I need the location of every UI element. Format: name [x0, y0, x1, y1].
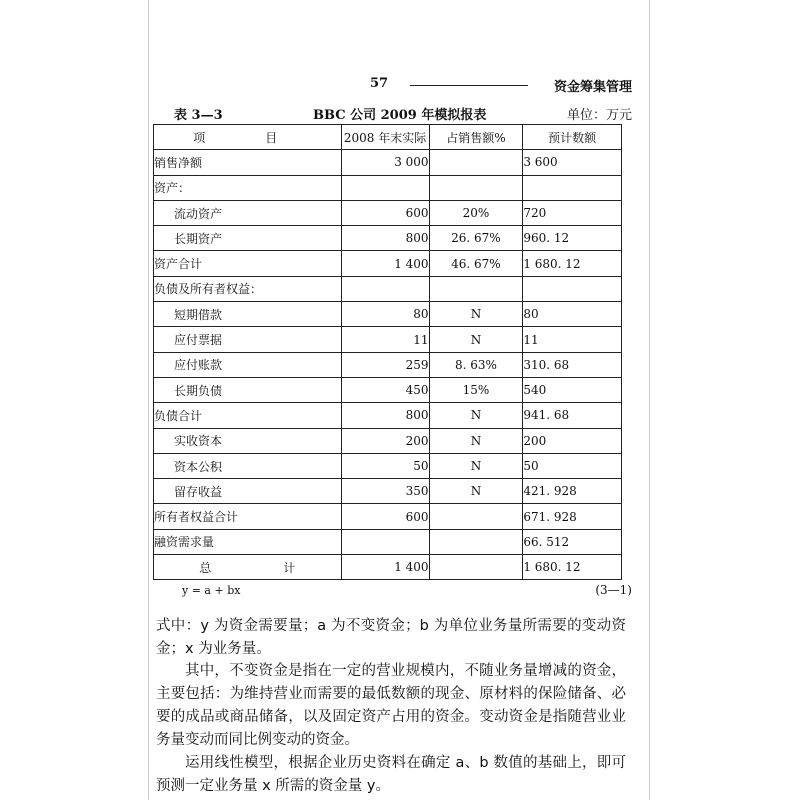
cell-pct: N [429, 479, 523, 504]
cell-actual: 50 [341, 453, 429, 478]
table-title: BBC 公司 2009 年模拟报表 [313, 108, 487, 123]
table-row [154, 276, 622, 301]
cell-actual [341, 175, 429, 200]
cell-pct: 15% [429, 377, 523, 402]
cell-projected: 80 [523, 302, 622, 327]
cell-pct [429, 504, 523, 529]
table-row [154, 529, 622, 554]
paragraph-application: 运用线性模型，根据企业历史资料在确定 a、b 数值的基础上，即可预测一定业务量 x 所需的资金量 y。 [156, 754, 626, 794]
cell-actual: 350 [341, 479, 429, 504]
row-label: 短期借款 [154, 302, 342, 327]
cell-actual: 450 [341, 377, 429, 402]
cell-projected: 66. 512 [523, 529, 622, 554]
table-caption [148, 104, 632, 122]
row-label: 应付票据 [154, 327, 342, 352]
header-sales-pct: 占销售额% [429, 125, 523, 150]
table-row [154, 226, 622, 251]
cell-projected: 540 [523, 377, 622, 402]
row-label: 所有者权益合计 [154, 504, 342, 529]
table-row [154, 251, 622, 276]
table-row [154, 352, 622, 377]
table-row [154, 302, 622, 327]
row-label: 销售净额 [154, 150, 342, 175]
row-label: 总 计 [154, 555, 342, 580]
cell-projected: 1 680. 12 [523, 251, 622, 276]
header-item: 项 目 [154, 125, 342, 150]
paragraph-explanation: 其中，不变资金是指在一定的营业规模内，不随业务量增减的资金，主要包括：为维持营业而需要的最低数额的现金、原材料的保险储备、必要的成品或商品储备，以及固定资产占用的资金。变动资金是指随营业业务量变动而同比例变动的资金。 [156, 662, 626, 748]
cell-actual: 800 [341, 226, 429, 251]
cell-actual: 80 [341, 302, 429, 327]
cell-pct [429, 175, 523, 200]
row-label: 长期资产 [154, 226, 342, 251]
cell-pct: 26. 67% [429, 226, 523, 251]
row-label: 长期负债 [154, 377, 342, 402]
cell-actual: 11 [341, 327, 429, 352]
cell-actual [341, 276, 429, 301]
cell-pct [429, 529, 523, 554]
table-row [154, 150, 622, 175]
row-label: 融资需求量 [154, 529, 342, 554]
cell-pct: 20% [429, 200, 523, 225]
cell-pct: N [429, 428, 523, 453]
paragraph-definitions: 式中：y 为资金需要量；a 为不变资金；b 为单位业务量所需要的变动资金；x 为业务量。 [156, 617, 626, 657]
cell-projected: 671. 928 [523, 504, 622, 529]
row-label: 资本公积 [154, 453, 342, 478]
cell-actual: 600 [341, 200, 429, 225]
row-label: 应付账款 [154, 352, 342, 377]
row-label: 流动资产 [154, 200, 342, 225]
table-row [154, 479, 622, 504]
cell-pct: N [429, 302, 523, 327]
row-label: 负债及所有者权益： [154, 276, 342, 301]
cell-actual: 3 000 [341, 150, 429, 175]
cell-actual: 200 [341, 428, 429, 453]
cell-projected: 960. 12 [523, 226, 622, 251]
page-number: 57 [370, 76, 389, 91]
cell-actual: 800 [341, 403, 429, 428]
table-row [154, 504, 622, 529]
header-actual-2008: 2008 年末实际 [341, 125, 429, 150]
cell-projected: 941. 68 [523, 403, 622, 428]
table-row [154, 377, 622, 402]
cell-projected [523, 175, 622, 200]
chapter-title: 资金筹集管理 [553, 80, 632, 95]
cell-pct: N [429, 403, 523, 428]
row-label: 资产合计 [154, 251, 342, 276]
cell-actual [341, 529, 429, 554]
cell-projected: 720 [523, 200, 622, 225]
cell-pct: 8. 63% [429, 352, 523, 377]
cell-projected [523, 276, 622, 301]
cell-actual: 259 [341, 352, 429, 377]
cell-projected: 421. 928 [523, 479, 622, 504]
table-row [154, 175, 622, 200]
row-label: 负债合计 [154, 403, 342, 428]
cell-projected: 50 [523, 453, 622, 478]
table-unit: 单位：万元 [566, 108, 632, 123]
table-row [154, 200, 622, 225]
row-label: 实收资本 [154, 428, 342, 453]
cell-pct: 46. 67% [429, 251, 523, 276]
row-label: 留存收益 [154, 479, 342, 504]
book-page [148, 0, 650, 800]
cell-projected: 3 600 [523, 150, 622, 175]
cell-pct [429, 555, 523, 580]
cell-actual: 1 400 [341, 555, 429, 580]
running-head-rule [410, 85, 528, 86]
table-row [154, 327, 622, 352]
table-header-row [154, 125, 622, 150]
cell-pct [429, 150, 523, 175]
cell-projected: 200 [523, 428, 622, 453]
table-row [154, 555, 622, 580]
table-row [154, 403, 622, 428]
running-head [148, 76, 632, 94]
cell-projected: 310. 68 [523, 352, 622, 377]
cell-actual: 1 400 [341, 251, 429, 276]
cell-projected: 1 680. 12 [523, 555, 622, 580]
cell-pct: N [429, 453, 523, 478]
cell-projected: 11 [523, 327, 622, 352]
table-row [154, 428, 622, 453]
financial-table [153, 124, 622, 580]
cell-pct [429, 276, 523, 301]
table-row [154, 453, 622, 478]
equation-number: (3—1) [595, 583, 632, 597]
formula: y = a + bx [182, 584, 241, 597]
table-number: 表 3—3 [174, 108, 223, 123]
header-projected: 预计数额 [523, 125, 622, 150]
cell-actual: 600 [341, 504, 429, 529]
row-label: 资产： [154, 175, 342, 200]
cell-pct: N [429, 327, 523, 352]
